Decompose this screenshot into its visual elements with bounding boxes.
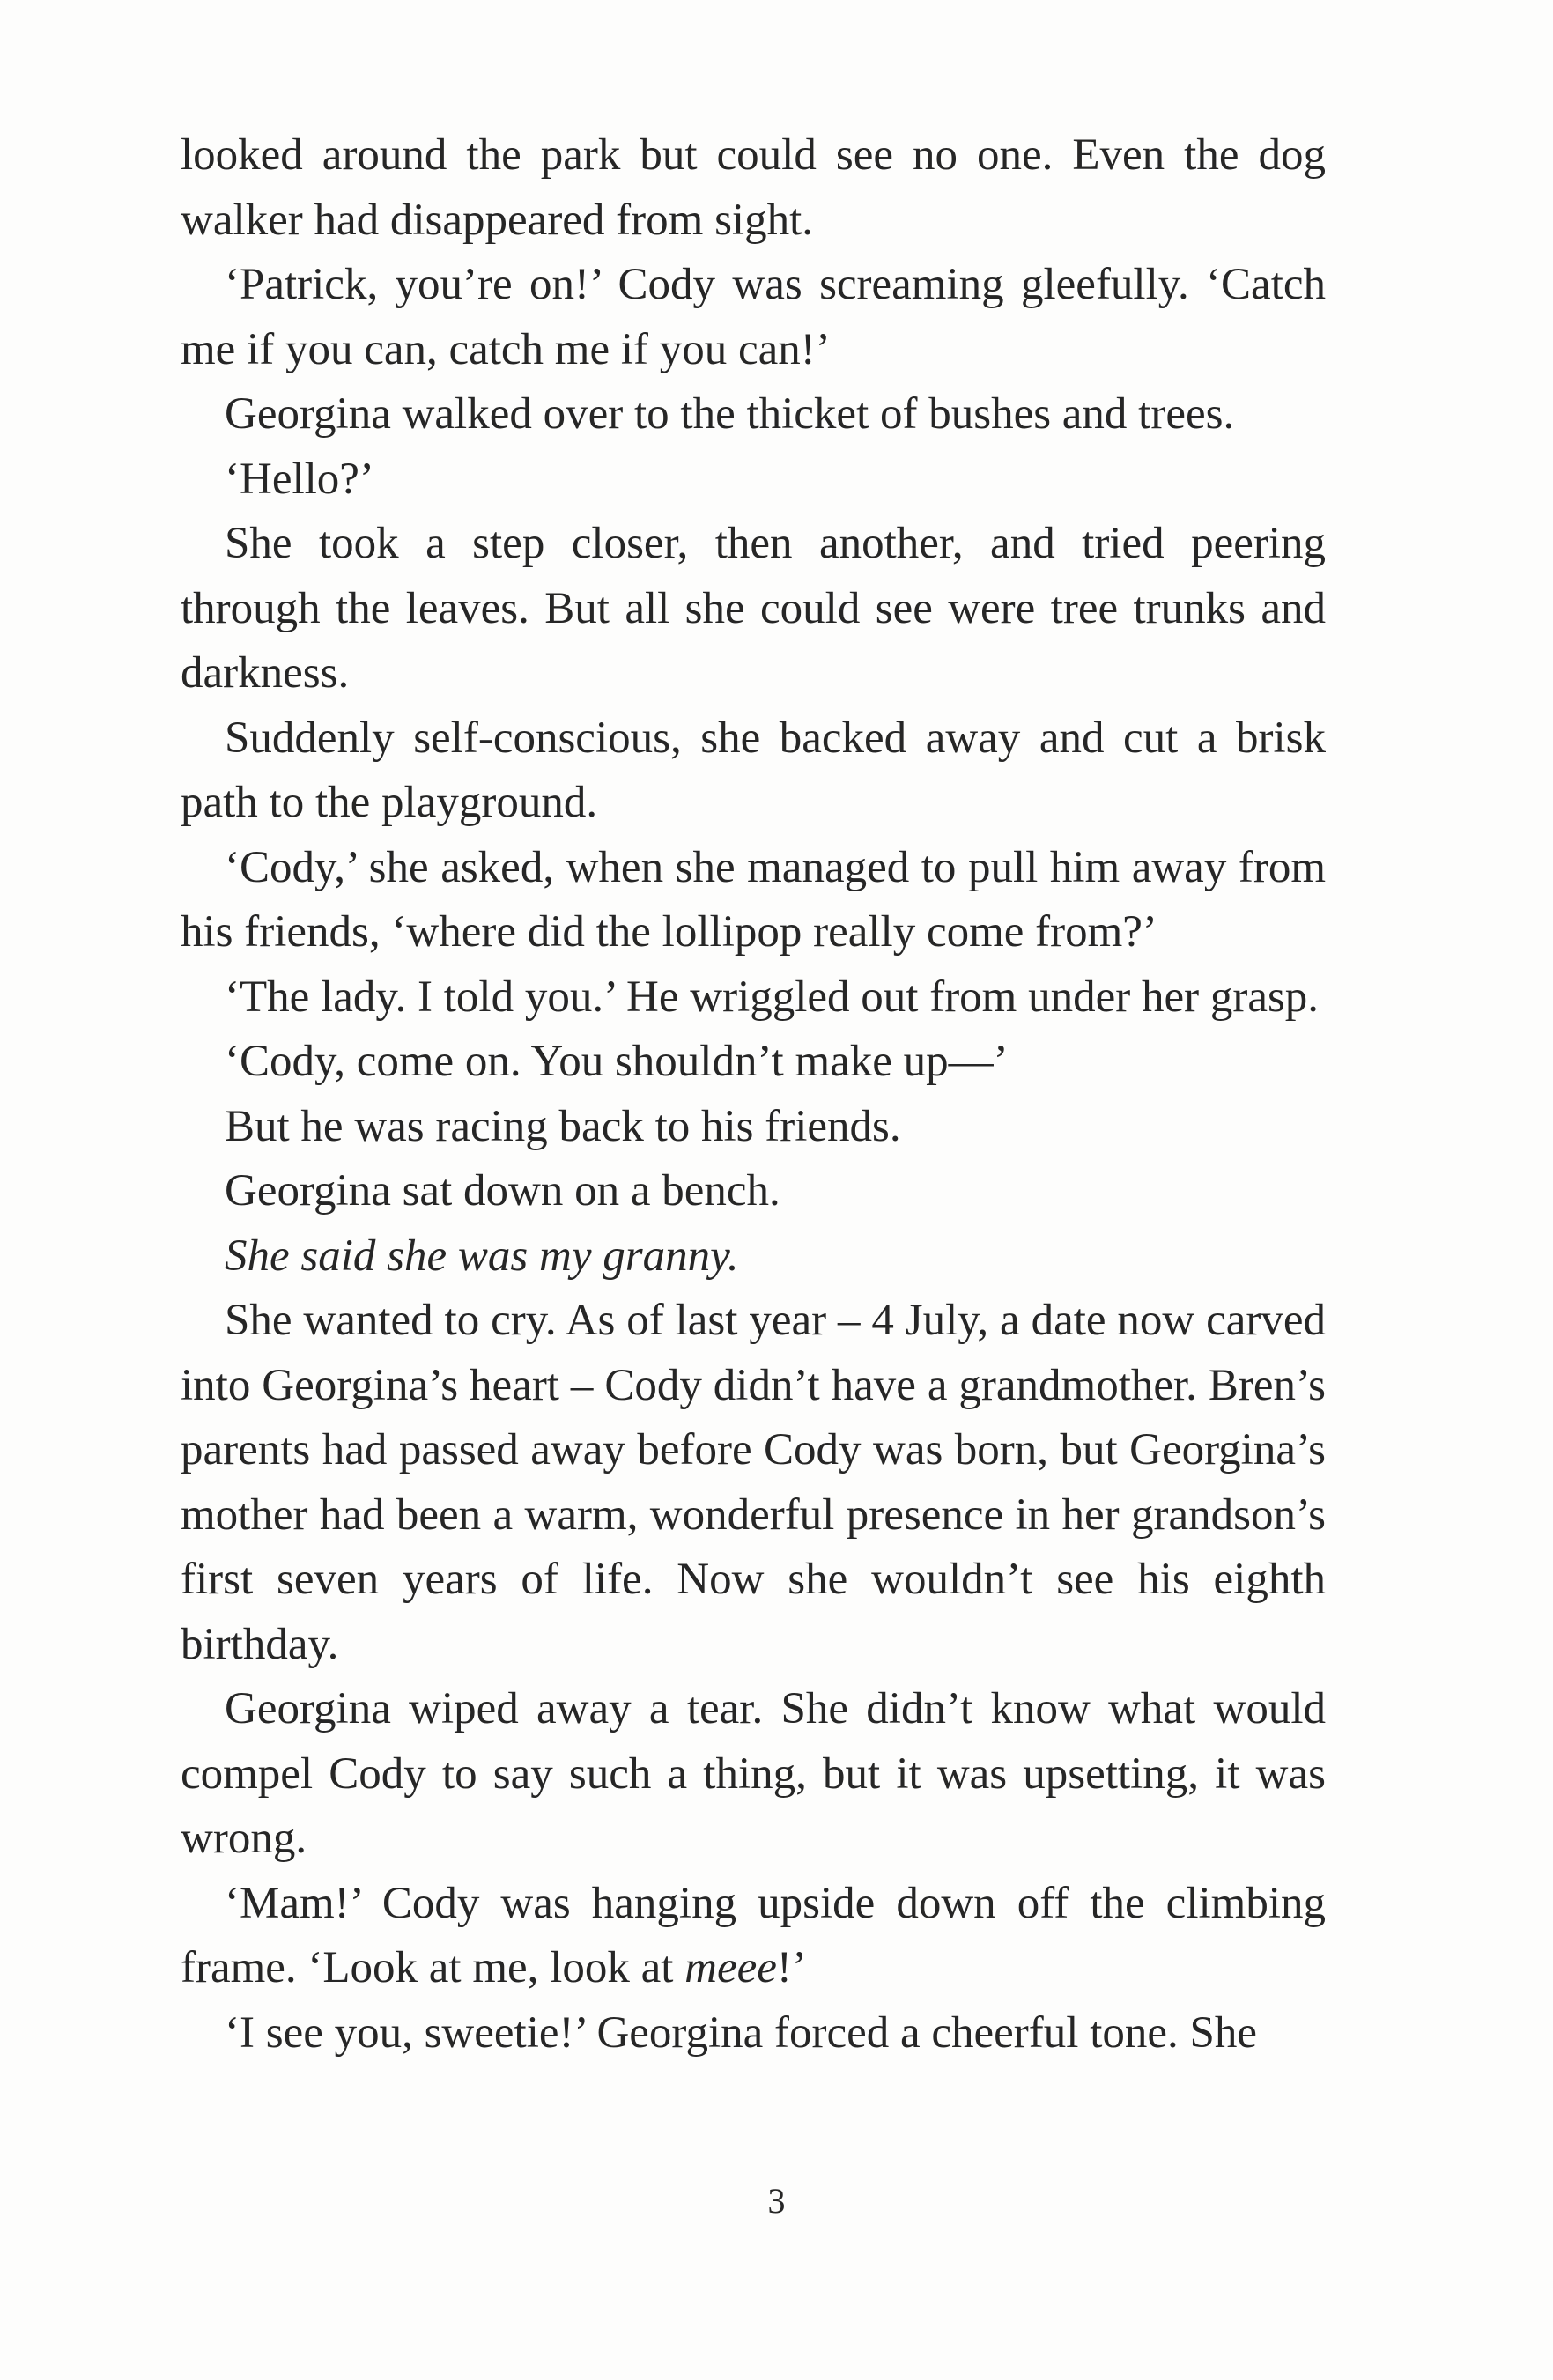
paragraph: Georgina wiped away a tear. She didn’t know what would compel Cody to say such a thing, but it was upsetting, it was wrong. — [181, 1684, 1326, 1863]
paragraph: She took a step closer, then another, and tried peering through the leaves. But all she could see were tree trunks and darkness. — [181, 519, 1326, 698]
paragraph: She wanted to cry. As of last year – 4 July, a date now carved into Georgina’s heart – Cody didn’t have a grandmother. Bren’s parents had passed away before Cody was born, but Georgina’s mother had been a warm, wonderful presence in her grandson’s first seven years of life. Now she wouldn’t see his eighth birthday. — [181, 1296, 1326, 1669]
paragraph-text: !’ — [776, 1943, 807, 1992]
italic-thought: She said she was my granny. — [225, 1231, 739, 1281]
paragraph: But he was racing back to his friends. — [225, 1101, 901, 1151]
paragraph: Georgina walked over to the thicket of bushes and trees. — [225, 389, 1235, 439]
paragraph-text: ‘Mam!’ Cody was hanging upside down off the climbing frame. ‘Look at me, look at — [181, 1878, 1326, 1992]
paragraph: looked around the park but could see no one. Even the dog walker had disappeared from sight. — [181, 130, 1326, 245]
paragraph: ‘Cody, come on. You shouldn’t make up—’ — [225, 1037, 1009, 1086]
paragraph: ‘Hello?’ — [225, 454, 374, 504]
paragraph: ‘I see you, sweetie!’ Georgina forced a cheerful tone. She — [225, 2007, 1258, 2058]
paragraph — [181, 1872, 1326, 2001]
body-text — [181, 123, 1326, 2066]
page-number: 3 — [767, 2181, 786, 2221]
paragraph: Suddenly self-conscious, she backed away and cut a brisk path to the playground. — [181, 713, 1326, 827]
emphasized-word: meee — [684, 1943, 777, 1992]
paragraph: ‘Cody,’ she asked, when she managed to pull him away from his friends, ‘where did the lollipop really come from?’ — [181, 842, 1326, 957]
paragraph: ‘The lady. I told you.’ He wriggled out from under her grasp. — [225, 972, 1320, 1022]
paragraph: Georgina sat down on a bench. — [225, 1166, 780, 1216]
paragraph: ‘Patrick, you’re on!’ Cody was screaming gleefully. ‘Catch me if you can, catch me if you can!’ — [181, 260, 1326, 374]
